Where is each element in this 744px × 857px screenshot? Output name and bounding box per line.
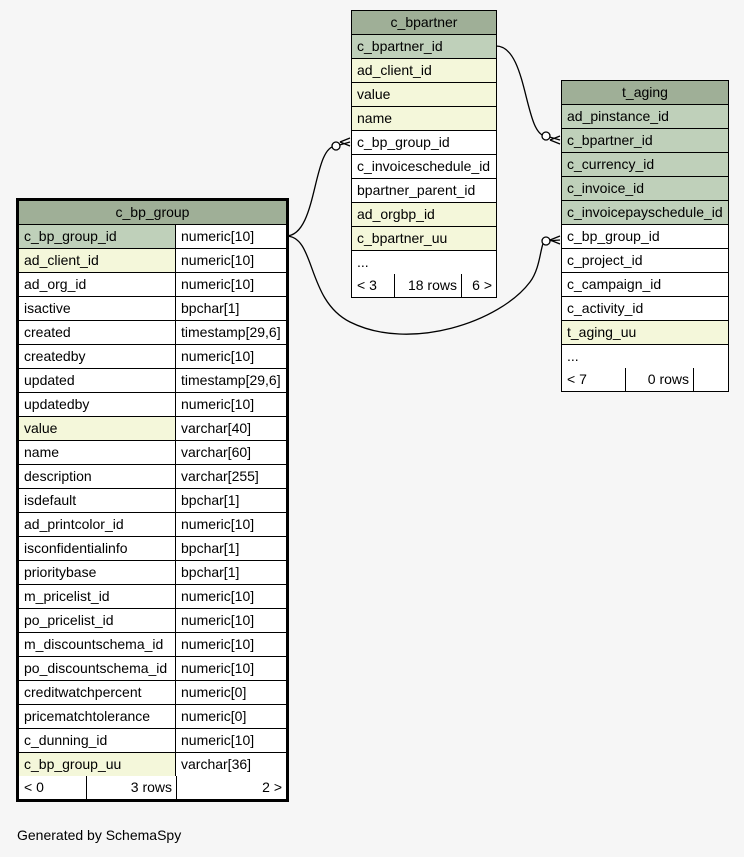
column-row[interactable] [19,321,286,345]
column-name[interactable]: ad_org_id [19,273,175,296]
column-type: numeric[10] [175,633,286,656]
column-type: numeric[10] [175,345,286,368]
generated-by-note: Generated by SchemaSpy [17,827,182,843]
column-type: numeric[10] [175,249,286,272]
column-row[interactable] [352,59,496,83]
children-count[interactable] [693,368,728,391]
column-name[interactable]: c_bpartner_uu [352,227,496,250]
column-row[interactable] [19,249,286,273]
column-type: bpchar[1] [175,561,286,584]
column-row[interactable] [19,225,286,249]
column-name[interactable]: c_dunning_id [19,729,175,752]
children-count[interactable]: 6 > [461,274,496,297]
column-type: numeric[10] [175,585,286,608]
column-name[interactable]: c_campaign_id [562,273,728,296]
column-type: bpchar[1] [175,537,286,560]
column-name[interactable]: ad_client_id [19,249,175,272]
column-name[interactable]: c_bpartner_id [562,129,728,152]
column-row[interactable] [19,273,286,297]
column-name[interactable]: ad_orgbp_id [352,203,496,226]
column-name[interactable]: c_project_id [562,249,728,272]
column-row[interactable] [352,35,496,59]
column-type: numeric[0] [175,681,286,704]
column-name[interactable]: m_pricelist_id [19,585,175,608]
column-name[interactable]: c_bp_group_uu [19,753,175,776]
column-name[interactable]: c_bp_group_id [562,225,728,248]
table-t-aging[interactable] [561,80,729,392]
column-row[interactable] [19,609,286,633]
column-row[interactable] [352,251,496,274]
table-footer [562,368,728,391]
column-row[interactable] [19,561,286,585]
column-name[interactable]: createdby [19,345,175,368]
column-row[interactable] [562,249,728,273]
row-count: 3 rows [86,776,176,799]
column-name[interactable]: c_activity_id [562,297,728,320]
column-row[interactable] [19,489,286,513]
column-name[interactable]: c_bp_group_id [352,131,496,154]
column-name[interactable]: isdefault [19,489,175,512]
column-row[interactable] [19,705,286,729]
column-name[interactable]: name [352,107,496,130]
column-row[interactable] [352,203,496,227]
column-row[interactable] [562,297,728,321]
column-name[interactable]: updatedby [19,393,175,416]
column-row[interactable] [19,681,286,705]
column-row[interactable] [562,105,728,129]
column-type: bpchar[1] [175,489,286,512]
parents-count[interactable]: < 0 [24,779,44,795]
column-row[interactable] [352,83,496,107]
relation-line-bpgroup-bpartner [286,142,350,236]
column-name[interactable]: created [19,321,175,344]
column-type: varchar[40] [175,417,286,440]
column-row[interactable] [19,369,286,393]
table-header[interactable]: c_bpartner [352,11,496,35]
column-row[interactable] [19,537,286,561]
column-row[interactable] [562,177,728,201]
column-name[interactable]: prioritybase [19,561,175,584]
table-header[interactable]: c_bp_group [19,201,286,225]
column-row[interactable] [562,273,728,297]
column-row[interactable] [562,321,728,345]
column-name[interactable]: po_discountschema_id [19,657,175,680]
column-name[interactable]: bpartner_parent_id [352,179,496,202]
column-name[interactable]: pricematchtolerance [19,705,175,728]
column-type: varchar[36] [175,753,286,776]
parents-count[interactable]: < 3 [357,277,377,293]
column-row[interactable] [19,393,286,417]
column-row[interactable] [19,657,286,681]
relation-end-circle [332,142,340,150]
table-header[interactable]: t_aging [562,81,728,105]
column-row[interactable] [562,129,728,153]
table-c-bp-group[interactable] [16,198,289,802]
column-type: varchar[255] [175,465,286,488]
column-row[interactable] [562,345,728,368]
column-row[interactable] [19,513,286,537]
column-row[interactable] [19,729,286,753]
column-row[interactable] [352,179,496,203]
column-name[interactable]: value [352,83,496,106]
column-name[interactable]: po_pricelist_id [19,609,175,632]
column-name[interactable]: c_invoiceschedule_id [352,155,496,178]
relation-end-circle [542,237,550,245]
column-row[interactable] [352,131,496,155]
column-row[interactable] [352,155,496,179]
column-row[interactable] [19,417,286,441]
column-type: timestamp[29,6] [175,321,286,344]
column-name[interactable]: t_aging_uu [562,321,728,344]
column-type: numeric[10] [175,225,286,248]
column-type: numeric[10] [175,609,286,632]
column-name[interactable]: ... [562,345,728,368]
column-row[interactable] [562,225,728,249]
column-name[interactable]: ad_printcolor_id [19,513,175,536]
column-row[interactable] [19,753,286,776]
column-name[interactable]: c_bp_group_id [19,225,175,248]
column-name[interactable]: ad_pinstance_id [562,105,728,128]
column-name[interactable]: c_currency_id [562,153,728,176]
column-name[interactable]: value [19,417,175,440]
column-name[interactable]: c_bpartner_id [352,35,496,58]
column-type: numeric[10] [175,729,286,752]
column-name[interactable]: isconfidentialinfo [19,537,175,560]
column-type: numeric[0] [175,705,286,728]
relation-end-circle [542,132,550,140]
row-count: 0 rows [625,368,693,391]
column-name[interactable]: c_invoice_id [562,177,728,200]
column-row[interactable] [19,297,286,321]
children-count[interactable]: 2 > [176,776,286,799]
column-type: numeric[10] [175,513,286,536]
column-type: bpchar[1] [175,297,286,320]
column-name[interactable]: ... [352,251,496,274]
column-row[interactable] [562,201,728,225]
column-name[interactable]: isactive [19,297,175,320]
column-row[interactable] [352,227,496,251]
column-row[interactable] [19,441,286,465]
column-name[interactable]: m_discountschema_id [19,633,175,656]
parents-count[interactable]: < 7 [567,371,587,387]
column-row[interactable] [352,107,496,131]
column-row[interactable] [19,345,286,369]
column-row[interactable] [19,633,286,657]
table-footer [19,776,286,799]
column-type: timestamp[29,6] [175,369,286,392]
column-name[interactable]: ad_client_id [352,59,496,82]
column-row[interactable] [19,465,286,489]
column-type: varchar[60] [175,441,286,464]
column-name[interactable]: creditwatchpercent [19,681,175,704]
column-name[interactable]: description [19,465,175,488]
row-count: 18 rows [394,274,461,297]
column-type: numeric[10] [175,393,286,416]
column-type: numeric[10] [175,657,286,680]
column-name[interactable]: updated [19,369,175,392]
column-row[interactable] [19,585,286,609]
table-c-bpartner[interactable] [351,10,497,298]
column-row[interactable] [562,153,728,177]
relation-line-bpartner-aging [496,46,560,140]
table-footer [352,274,496,297]
column-name[interactable]: c_invoicepayschedule_id [562,201,728,224]
column-name[interactable]: name [19,441,175,464]
column-type: numeric[10] [175,273,286,296]
